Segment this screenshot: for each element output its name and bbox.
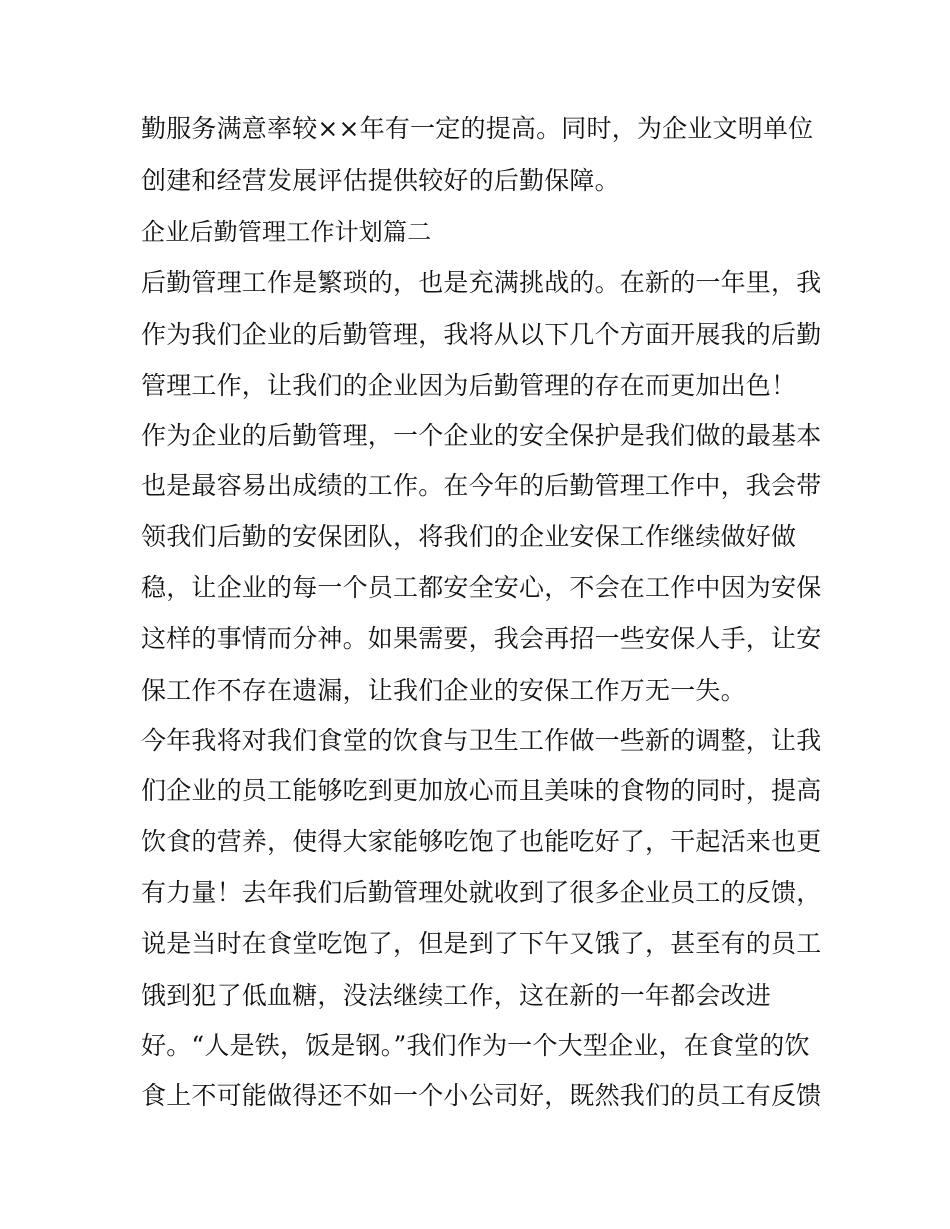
text-line: 勤服务满意率较××年有一定的提高。同时，为企业文明单位 — [141, 114, 814, 143]
text-line: 说是当时在食堂吃饱了，但是到了下午又饿了，甚至有的员工 — [141, 929, 822, 958]
text-line: 饿到犯了低血糖，没法继续工作，这在新的一年都会改进 — [141, 981, 772, 1010]
text-line: 保工作不存在遗漏，让我们企业的安保工作万无一失。 — [141, 676, 746, 705]
text-line: 今年我将对我们食堂的饮食与卫生工作做一些新的调整，让我 — [141, 726, 822, 755]
text-line: 也是最容易出成绩的工作。在今年的后勤管理工作中，我会带 — [141, 471, 822, 500]
text-line: 领我们后勤的安保团队，将我们的企业安保工作继续做好做 — [141, 522, 797, 551]
text-line: 稳，让企业的每一个员工都安全安心，不会在工作中因为安保 — [141, 573, 822, 602]
text-line: 作为企业的后勤管理，一个企业的安全保护是我们做的最基本 — [141, 421, 822, 450]
text-line: 好。“人是铁，饭是钢。”我们作为一个大型企业，在食堂的饮 — [141, 1031, 810, 1060]
text-line: 食上不可能做得还不如一个小公司好，既然我们的员工有反馈 — [141, 1081, 822, 1110]
text-line: 这样的事情而分神。如果需要，我会再招一些安保人手，让安 — [141, 624, 822, 653]
text-line: 管理工作，让我们的企业因为后勤管理的存在而更加出色！ — [141, 371, 797, 400]
section-heading: 企业后勤管理工作计划篇二 — [141, 218, 432, 246]
text-line: 有力量！去年我们后勤管理处就收到了很多企业员工的反馈， — [141, 878, 822, 907]
text-line: 作为我们企业的后勤管理，我将从以下几个方面开展我的后勤 — [141, 320, 822, 349]
text-line: 创建和经营发展评估提供较好的后勤保障。 — [141, 166, 620, 195]
text-line: 们企业的员工能够吃到更加放心而且美味的食物的同时，提高 — [141, 776, 822, 805]
text-line: 后勤管理工作是繁琐的，也是充满挑战的。在新的一年里，我 — [141, 268, 822, 297]
text-line: 饮食的营养，使得大家能够吃饱了也能吃好了，干起活来也更 — [141, 827, 822, 856]
